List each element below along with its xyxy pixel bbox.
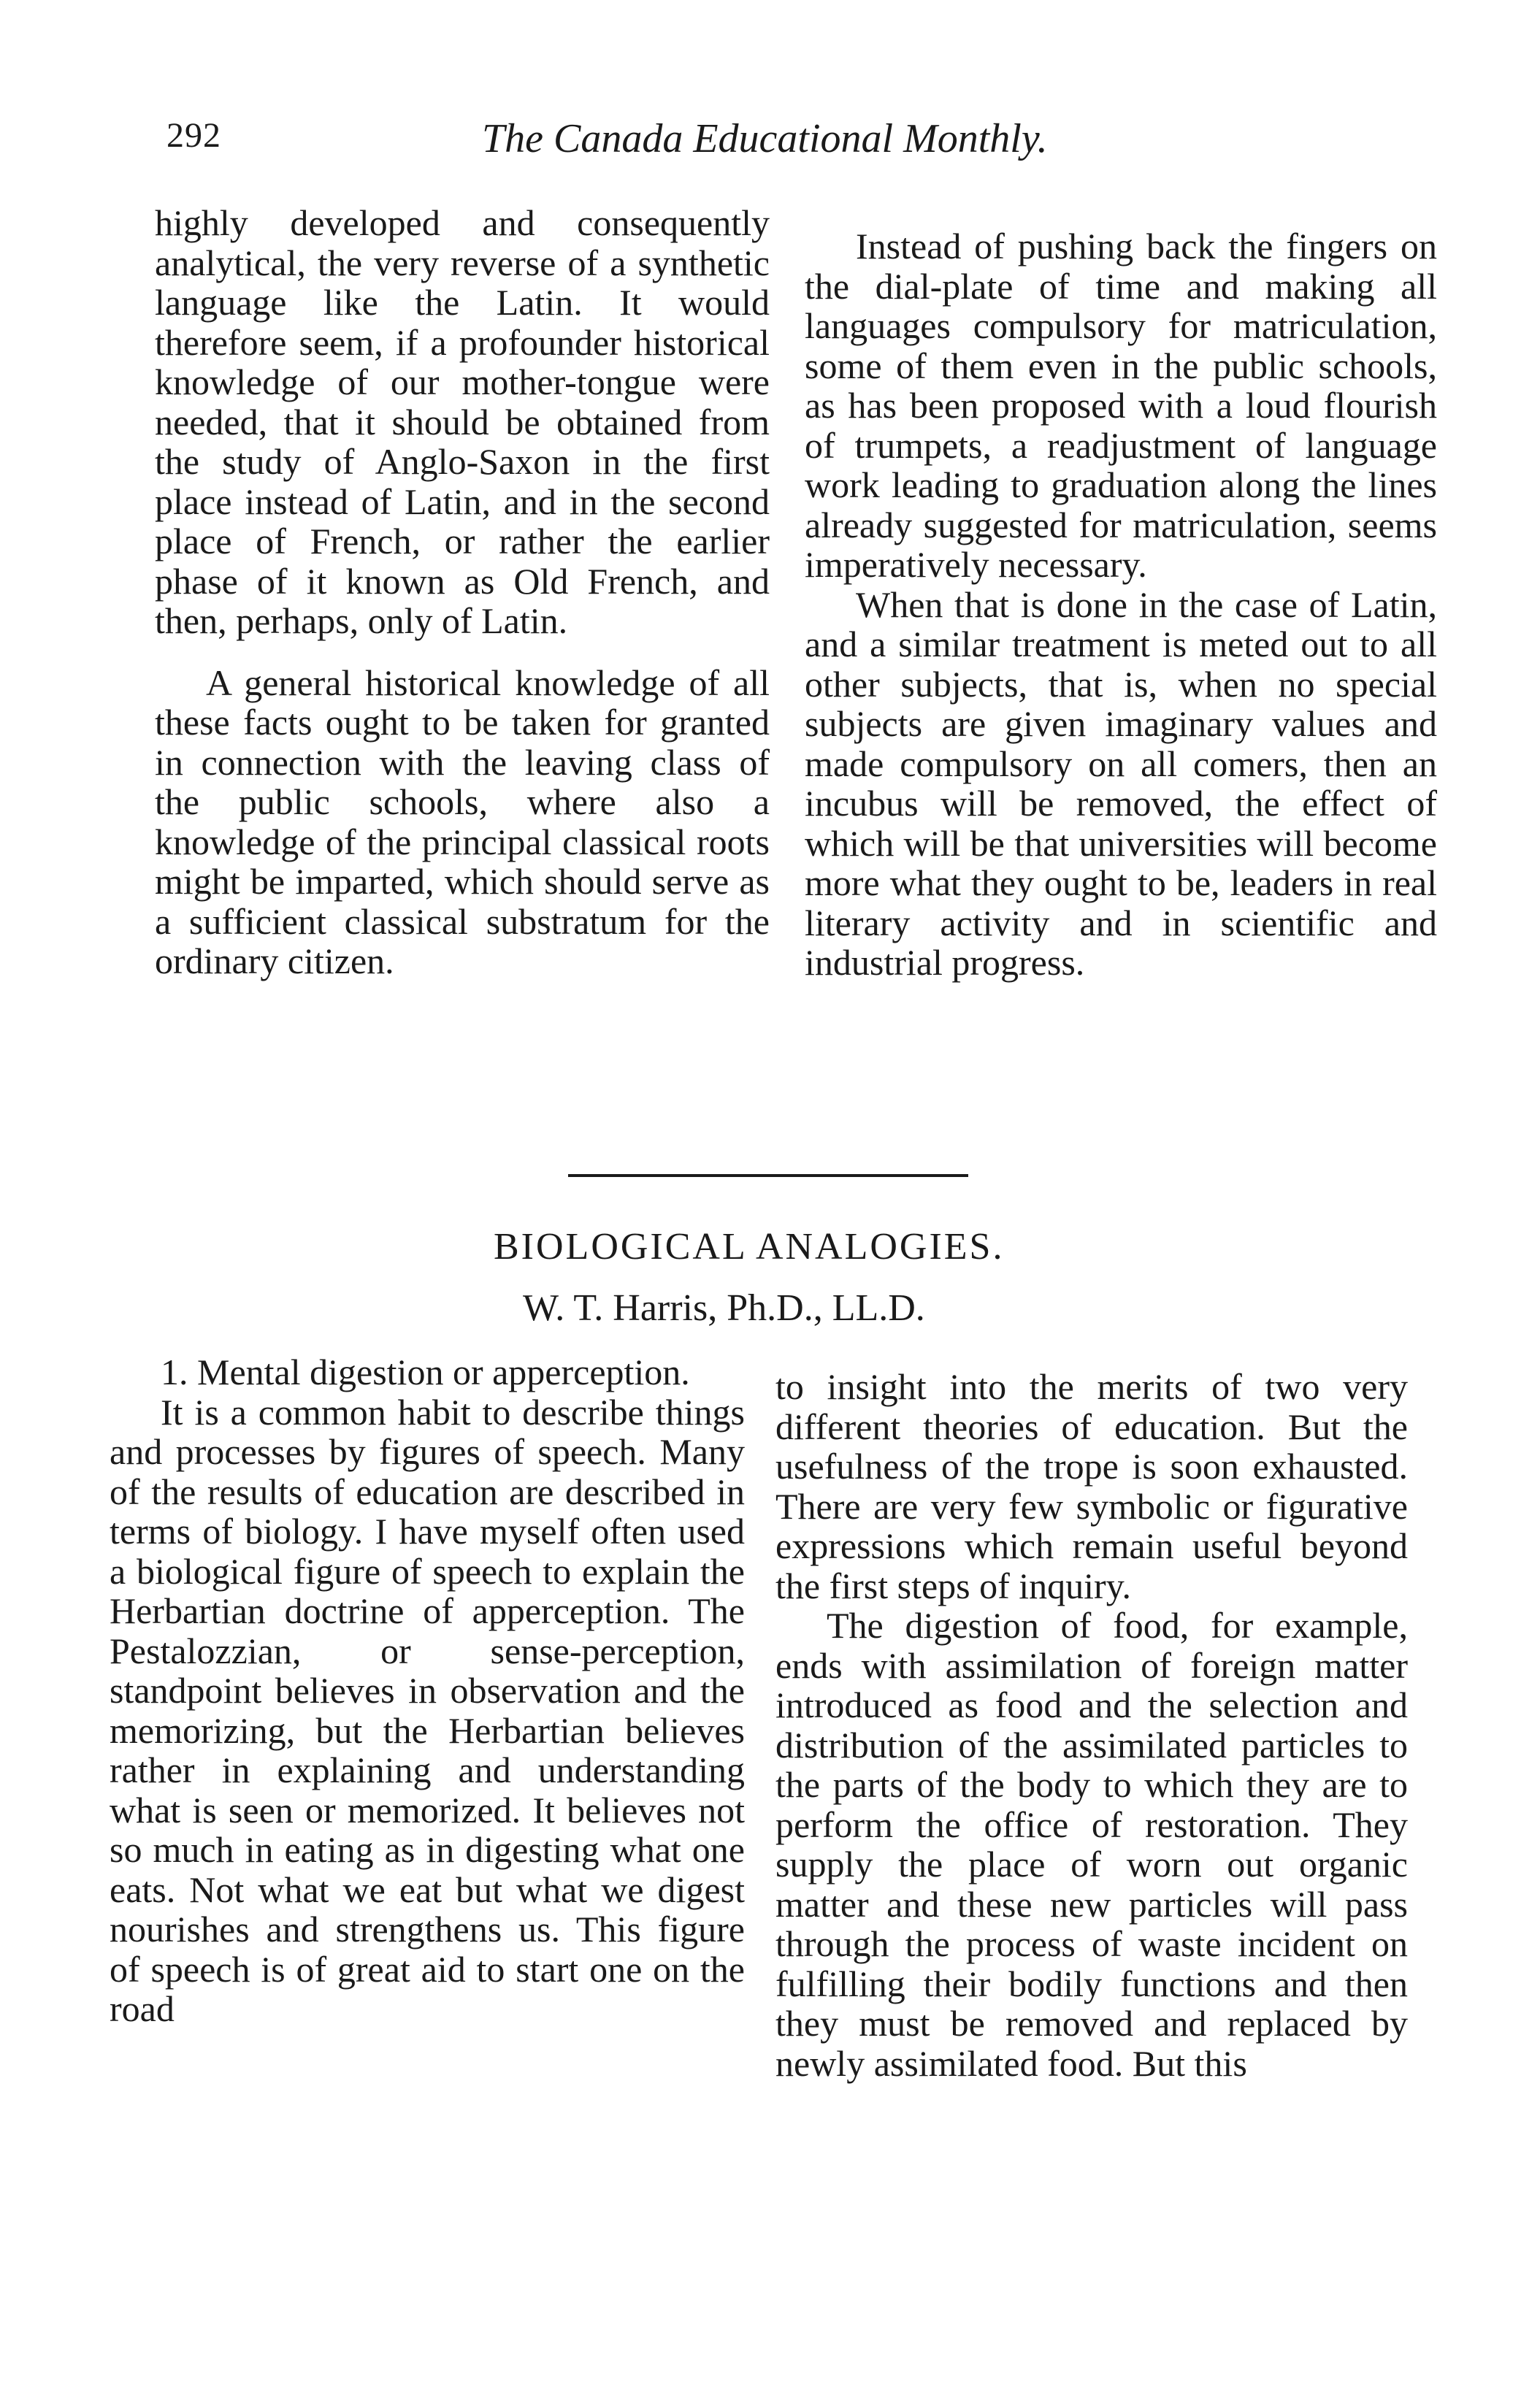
paragraph: A general historical knowledge of all these facts ought to be taken for granted in connection with the leaving class of the public schools, where also a knowledge of the principal classical roots might be imparted, which should serve as a sufficient classical substratum for the ordinary citizen. [155, 662, 770, 981]
upper-left-column [155, 203, 770, 981]
article-byline: W. T. Harris, Ph.D., LL.D. [523, 1287, 925, 1329]
paragraph: highly developed and consequently analytical, the very reverse of a synthetic language like the Latin. It would therefore seem, if a profounder historical knowledge of our mother-tongue were needed, that it should be obtained from the study of Anglo-Saxon in the first place instead of Latin, and in the second place of French, or rather the earlier phase of it known as Old French, and then, perhaps, only of Latin. [155, 202, 770, 641]
lower-left-column [110, 1352, 745, 2029]
paragraph: It is a common habit to describe things and processes by figures of speech. Many of the results of education are described in terms of biology. I have myself often used a biological figure of speech to explain the Herbartian doctrine of apperception. The Pestalozzian, or sense-perception, standpoint believes in observation and the memorizing, but the Herbartian believes rather in explaining and understanding what is seen or memorized. It believes not so much in eating as in digesting what one eats. Not what we eat but what we digest nourishes and strengthens us. This figure of speech is of great aid to start one on the road [110, 1391, 745, 2029]
paragraph: to insight into the merits of two very different theories of education. But the usefulness of the trope is soon exhausted. There are very few symbolic or figurative expressions which remain useful beyond the first steps of inquiry. [775, 1366, 1408, 1606]
paragraph: Instead of pushing back the fingers on the dial-plate of time and making all languages compulsory for matriculation, some of them even in the public schools, as has been proposed with a loud flourish of trumpets, a readjustment of language work leading to graduation along the lines already suggested for matriculation, seems imperatively necessary. [805, 226, 1437, 585]
lower-right-column [775, 1367, 1408, 2083]
article-title: BIOLOGICAL ANALOGIES. [494, 1226, 1005, 1268]
paragraph: The digestion of food, for example, ends with assimilation of foreign matter introduced as food and the selection and distribution of the assimilated particles to the parts of the body to which they are to perform the office of restoration. They supply the place of worn out organic matter and these new particles will pass through the process of waste incident on fulfilling their bodily functions and then they must be removed and replaced by newly assimilated food. But this [775, 1605, 1408, 2084]
running-head: The Canada Educational Monthly. [482, 116, 1048, 161]
page-number: 292 [166, 116, 221, 155]
page-header [166, 115, 1452, 181]
paragraph: When that is done in the case of Latin, and a similar treatment is meted out to all other subjects, that is, when no special subjects are given imaginary values and made compulsory on all comers, then an incubus will be removed, the effect of which will be that universities will become more what they ought to be, leaders in real literary activity and in scientific and industrial progress. [805, 583, 1437, 983]
section-heading: 1. Mental digestion or apperception. [161, 1352, 690, 1392]
upper-right-column [805, 226, 1437, 983]
section-divider [568, 1174, 968, 1177]
